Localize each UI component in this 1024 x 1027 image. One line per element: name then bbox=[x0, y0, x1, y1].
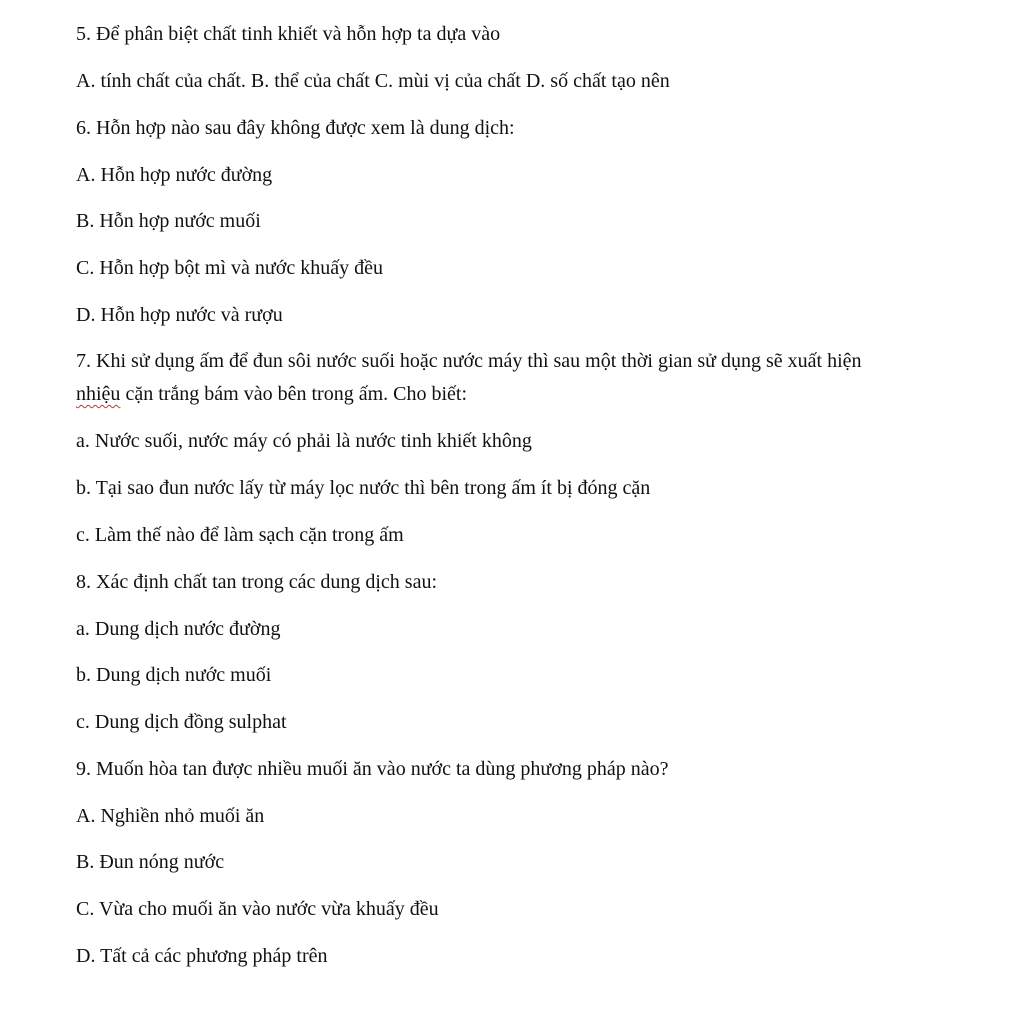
question-5-options: A. tính chất của chất. B. thể của chất C. mùi vị của chất D. số chất tạo nên bbox=[76, 70, 670, 92]
question-6-option-a: A. Hỗn hợp nước đường bbox=[76, 164, 273, 186]
question-8-part-a: a. Dung dịch nước đường bbox=[76, 618, 281, 640]
question-9: 9. Muốn hòa tan được nhiều muối ăn vào nước ta dùng phương pháp nào? bbox=[76, 758, 669, 780]
question-7-line-2-rest: cặn trắng bám vào bên trong ấm. Cho biết: bbox=[120, 383, 468, 405]
question-6: 6. Hỗn hợp nào sau đây không được xem là dung dịch: bbox=[76, 117, 515, 139]
question-6-option-b: B. Hỗn hợp nước muối bbox=[76, 210, 261, 232]
question-8-part-c: c. Dung dịch đồng sulphat bbox=[76, 711, 287, 733]
question-5: 5. Để phân biệt chất tinh khiết và hỗn hợp ta dựa vào bbox=[76, 23, 501, 45]
question-6-option-c: C. Hỗn hợp bột mì và nước khuấy đều bbox=[76, 257, 383, 279]
question-7-line-1: 7. Khi sử dụng ấm để đun sôi nước suối hoặc nước máy thì sau một thời gian sử dụng sẽ xuất hiện bbox=[76, 350, 862, 372]
question-6-option-d: D. Hỗn hợp nước và rượu bbox=[76, 304, 283, 326]
question-9-option-a: A. Nghiền nhỏ muối ăn bbox=[76, 805, 265, 827]
question-8-part-b: b. Dung dịch nước muối bbox=[76, 664, 272, 686]
spellcheck-word: nhiệu bbox=[76, 383, 121, 405]
question-8: 8. Xác định chất tan trong các dung dịch sau: bbox=[76, 571, 437, 593]
question-7-part-a: a. Nước suối, nước máy có phải là nước tinh khiết không bbox=[76, 430, 532, 452]
question-7-line-2 bbox=[76, 382, 467, 406]
question-9-option-d: D. Tất cả các phương pháp trên bbox=[76, 945, 328, 967]
question-9-option-b: B. Đun nóng nước bbox=[76, 851, 225, 873]
question-7-part-b: b. Tại sao đun nước lấy từ máy lọc nước thì bên trong ấm ít bị đóng cặn bbox=[76, 477, 651, 499]
question-7-part-c: c. Làm thế nào để làm sạch cặn trong ấm bbox=[76, 524, 404, 546]
question-9-option-c: C. Vừa cho muối ăn vào nước vừa khuấy đều bbox=[76, 898, 439, 920]
